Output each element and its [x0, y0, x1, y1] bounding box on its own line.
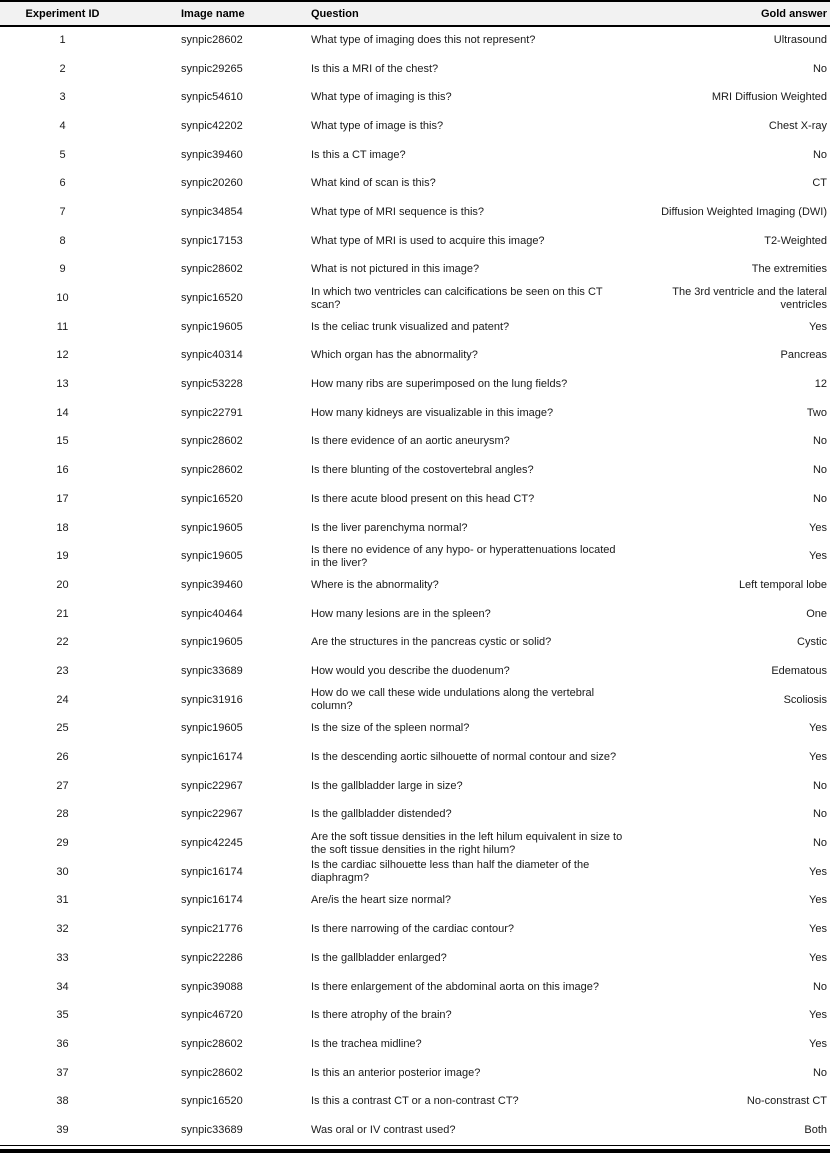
- table-row: [0, 1059, 830, 1088]
- table-row: [0, 715, 830, 744]
- gold-answer-cell: No: [812, 62, 827, 75]
- experiment-id-cell: 17: [56, 492, 69, 505]
- gold-answer-cell: Edematous: [771, 664, 827, 677]
- column-header-experiment-id: Experiment ID: [0, 2, 125, 26]
- table-row: [0, 1087, 830, 1116]
- experiment-id-cell: 12: [56, 349, 69, 362]
- table-row: [0, 628, 830, 657]
- table-row: [0, 227, 830, 256]
- experiment-id-cell: 34: [56, 980, 69, 993]
- experiment-id-cell: 2: [59, 62, 66, 75]
- experiment-id-cell: 1: [59, 34, 66, 47]
- image-name-cell: synpic40464: [181, 607, 243, 620]
- question-cell: Was oral or IV contrast used?: [311, 1123, 456, 1136]
- question-cell: Is there acute blood present on this head CT?: [311, 492, 535, 505]
- image-name-cell: synpic19605: [181, 320, 243, 333]
- experiment-id-cell: 10: [56, 292, 69, 305]
- image-name-cell: synpic16520: [181, 292, 243, 305]
- gold-answer-cell: Two: [806, 406, 827, 419]
- question-cell: Are the soft tissue densities in the left hilum equivalent in size to the soft tissue densities in the right hilum?: [311, 830, 623, 856]
- image-name-cell: synpic28602: [181, 1037, 243, 1050]
- gold-answer-cell: MRI Diffusion Weighted: [711, 91, 827, 104]
- image-name-cell: synpic19605: [181, 722, 243, 735]
- experiment-id-cell: 32: [56, 923, 69, 936]
- gold-answer-cell: No: [812, 837, 827, 850]
- question-cell: Is there atrophy of the brain?: [311, 1009, 452, 1022]
- image-name-cell: synpic21776: [181, 923, 243, 936]
- table-row: [0, 169, 830, 198]
- table-row: [0, 1030, 830, 1059]
- gold-answer-cell: T2-Weighted: [764, 234, 827, 247]
- gold-answer-cell: Yes: [809, 722, 827, 735]
- question-cell: Is this a CT image?: [311, 148, 406, 161]
- table-row: [0, 83, 830, 112]
- table-bottom-bar: [0, 1149, 830, 1153]
- image-name-cell: synpic28602: [181, 34, 243, 47]
- gold-answer-cell: The 3rd ventricle and the lateral ventricles: [672, 285, 827, 311]
- experiment-id-cell: 11: [56, 320, 69, 333]
- experiments-table: [0, 2, 830, 1145]
- experiment-id-cell: 24: [56, 693, 69, 706]
- experiment-id-cell: 20: [56, 578, 69, 591]
- gold-answer-cell: Scoliosis: [783, 693, 827, 706]
- gold-answer-cell: No: [812, 148, 827, 161]
- gold-answer-cell: No-constrast CT: [746, 1095, 827, 1108]
- gold-answer-cell: CT: [812, 177, 827, 190]
- question-cell: What type of MRI sequence is this?: [311, 205, 485, 218]
- question-cell: Is the gallbladder enlarged?: [311, 951, 447, 964]
- gold-answer-cell: Yes: [809, 1037, 827, 1050]
- experiment-id-cell: 36: [56, 1037, 69, 1050]
- gold-answer-cell: No: [812, 980, 827, 993]
- image-name-cell: synpic31916: [181, 693, 243, 706]
- table-row: [0, 112, 830, 141]
- table-row: [0, 858, 830, 887]
- table-row: [0, 313, 830, 342]
- image-name-cell: synpic42202: [181, 119, 243, 132]
- gold-answer-cell: No: [812, 779, 827, 792]
- experiment-id-cell: 7: [59, 205, 66, 218]
- image-name-cell: synpic42245: [181, 837, 243, 850]
- image-name-cell: synpic22791: [181, 406, 243, 419]
- column-header-image-name: Image name: [125, 2, 300, 26]
- experiment-id-cell: 21: [56, 607, 69, 620]
- gold-answer-cell: Yes: [809, 1009, 827, 1022]
- experiment-id-cell: 27: [56, 779, 69, 792]
- table-row: [0, 514, 830, 543]
- question-cell: Is there evidence of an aortic aneurysm?: [311, 435, 510, 448]
- image-name-cell: synpic20260: [181, 177, 243, 190]
- image-name-cell: synpic46720: [181, 1009, 243, 1022]
- question-cell: How do we call these wide undulations along the vertebral column?: [311, 687, 595, 713]
- question-cell: Where is the abnormality?: [311, 578, 439, 591]
- gold-answer-cell: Yes: [809, 320, 827, 333]
- experiment-id-cell: 4: [59, 119, 66, 132]
- image-name-cell: synpic16174: [181, 751, 243, 764]
- table-row: [0, 284, 830, 313]
- question-cell: Is the trachea midline?: [311, 1037, 422, 1050]
- question-cell: How many ribs are superimposed on the lung fields?: [311, 378, 568, 391]
- table-row: [0, 256, 830, 285]
- image-name-cell: synpic16174: [181, 865, 243, 878]
- question-cell: Is the liver parenchyma normal?: [311, 521, 468, 534]
- gold-answer-cell: 12: [814, 378, 827, 391]
- image-name-cell: synpic28602: [181, 263, 243, 276]
- experiment-id-cell: 31: [56, 894, 69, 907]
- image-name-cell: synpic22286: [181, 951, 243, 964]
- gold-answer-cell: Yes: [809, 865, 827, 878]
- experiment-id-cell: 19: [56, 550, 69, 563]
- table-row: [0, 801, 830, 830]
- image-name-cell: synpic33689: [181, 664, 243, 677]
- question-cell: In which two ventricles can calcifications be seen on this CT scan?: [311, 285, 603, 311]
- experiment-id-cell: 25: [56, 722, 69, 735]
- experiment-id-cell: 33: [56, 951, 69, 964]
- table-row: [0, 428, 830, 457]
- question-cell: What kind of scan is this?: [311, 177, 436, 190]
- question-cell: Is this a contrast CT or a non-contrast CT?: [311, 1095, 519, 1108]
- table-row: [0, 600, 830, 629]
- gold-answer-cell: Yes: [809, 751, 827, 764]
- question-cell: How would you describe the duodenum?: [311, 664, 510, 677]
- gold-answer-cell: Both: [804, 1123, 827, 1136]
- table-row: [0, 370, 830, 399]
- image-name-cell: synpic39088: [181, 980, 243, 993]
- experiment-id-cell: 29: [56, 837, 69, 850]
- question-cell: Is the gallbladder large in size?: [311, 779, 463, 792]
- gold-answer-cell: The extremities: [751, 263, 827, 276]
- question-cell: Are the structures in the pancreas cystic or solid?: [311, 636, 552, 649]
- experiment-id-cell: 18: [56, 521, 69, 534]
- question-cell: Is the celiac trunk visualized and patent?: [311, 320, 510, 333]
- gold-answer-cell: No: [812, 464, 827, 477]
- image-name-cell: synpic22967: [181, 808, 243, 821]
- image-name-cell: synpic29265: [181, 62, 243, 75]
- table-row: [0, 743, 830, 772]
- gold-answer-cell: Left temporal lobe: [738, 578, 827, 591]
- header-row: [0, 2, 830, 26]
- table-row: [0, 829, 830, 858]
- image-name-cell: synpic28602: [181, 435, 243, 448]
- table-row: [0, 772, 830, 801]
- image-name-cell: synpic19605: [181, 550, 243, 563]
- gold-answer-cell: Yes: [809, 550, 827, 563]
- question-cell: What type of image is this?: [311, 119, 444, 132]
- image-name-cell: synpic39460: [181, 578, 243, 591]
- table-row: [0, 456, 830, 485]
- experiment-id-cell: 6: [59, 177, 66, 190]
- table-row: [0, 571, 830, 600]
- question-cell: What type of imaging does this not represent?: [311, 34, 536, 47]
- table-body: [0, 26, 830, 1145]
- question-cell: Is there enlargement of the abdominal aorta on this image?: [311, 980, 600, 993]
- gold-answer-cell: Ultrasound: [773, 34, 827, 47]
- experiment-id-cell: 5: [59, 148, 66, 161]
- gold-answer-cell: Chest X-ray: [768, 119, 827, 132]
- image-name-cell: synpic28602: [181, 1066, 243, 1079]
- gold-answer-cell: Cystic: [797, 636, 827, 649]
- table-row: [0, 915, 830, 944]
- image-name-cell: synpic54610: [181, 91, 243, 104]
- table-row: [0, 1116, 830, 1145]
- question-cell: Is there blunting of the costovertebral angles?: [311, 464, 534, 477]
- experiment-id-cell: 16: [56, 464, 69, 477]
- table-row: [0, 342, 830, 371]
- column-header-question: Question: [300, 2, 640, 26]
- gold-answer-cell: No: [812, 435, 827, 448]
- question-cell: Which organ has the abnormality?: [311, 349, 478, 362]
- question-cell: Is the size of the spleen normal?: [311, 722, 470, 735]
- image-name-cell: synpic34854: [181, 205, 243, 218]
- question-cell: Is there no evidence of any hypo- or hyperattenuations located in the liver?: [311, 543, 616, 569]
- table-row: [0, 141, 830, 170]
- table-row: [0, 973, 830, 1002]
- question-cell: How many lesions are in the spleen?: [311, 607, 491, 620]
- experiment-id-cell: 38: [56, 1095, 69, 1108]
- question-cell: What type of MRI is used to acquire this image?: [311, 234, 545, 247]
- table-row: [0, 944, 830, 973]
- table-row: [0, 399, 830, 428]
- experiment-id-cell: 39: [56, 1123, 69, 1136]
- experiment-id-cell: 13: [56, 378, 69, 391]
- experiment-id-cell: 14: [56, 406, 69, 419]
- table-row: [0, 542, 830, 571]
- question-cell: Is the cardiac silhouette less than half the diameter of the diaphragm?: [311, 859, 590, 885]
- image-name-cell: synpic33689: [181, 1123, 243, 1136]
- image-name-cell: synpic16520: [181, 1095, 243, 1108]
- experiment-id-cell: 8: [59, 234, 66, 247]
- gold-answer-cell: No: [812, 808, 827, 821]
- image-name-cell: synpic16520: [181, 492, 243, 505]
- question-cell: How many kidneys are visualizable in this image?: [311, 406, 554, 419]
- experiment-id-cell: 23: [56, 664, 69, 677]
- image-name-cell: synpic40314: [181, 349, 243, 362]
- gold-answer-cell: Diffusion Weighted Imaging (DWI): [661, 205, 827, 218]
- gold-answer-cell: No: [812, 492, 827, 505]
- question-cell: Is this an anterior posterior image?: [311, 1066, 481, 1079]
- question-cell: Is the descending aortic silhouette of normal contour and size?: [311, 751, 617, 764]
- table-row: [0, 1001, 830, 1030]
- image-name-cell: synpic28602: [181, 464, 243, 477]
- column-header-gold-answer: Gold answer: [640, 2, 830, 26]
- question-cell: Is the gallbladder distended?: [311, 808, 452, 821]
- gold-answer-cell: Pancreas: [780, 349, 827, 362]
- experiment-id-cell: 15: [56, 435, 69, 448]
- image-name-cell: synpic19605: [181, 521, 243, 534]
- image-name-cell: synpic17153: [181, 234, 243, 247]
- question-cell: Is this a MRI of the chest?: [311, 62, 439, 75]
- image-name-cell: synpic39460: [181, 148, 243, 161]
- table-row: [0, 55, 830, 84]
- experiment-id-cell: 9: [59, 263, 66, 276]
- experiment-id-cell: 3: [59, 91, 66, 104]
- question-cell: What is not pictured in this image?: [311, 263, 480, 276]
- experiment-id-cell: 37: [56, 1066, 69, 1079]
- table-row: [0, 686, 830, 715]
- table-row: [0, 887, 830, 916]
- experiment-id-cell: 22: [56, 636, 69, 649]
- question-cell: Are/is the heart size normal?: [311, 894, 452, 907]
- table-row: [0, 657, 830, 686]
- table-row: [0, 485, 830, 514]
- table-header: [0, 2, 830, 26]
- gold-answer-cell: Yes: [809, 951, 827, 964]
- question-cell: What type of imaging is this?: [311, 91, 452, 104]
- image-name-cell: synpic22967: [181, 779, 243, 792]
- image-name-cell: synpic53228: [181, 378, 243, 391]
- experiment-id-cell: 35: [56, 1009, 69, 1022]
- image-name-cell: synpic16174: [181, 894, 243, 907]
- question-cell: Is there narrowing of the cardiac contour?: [311, 923, 515, 936]
- gold-answer-cell: No: [812, 1066, 827, 1079]
- gold-answer-cell: Yes: [809, 521, 827, 534]
- gold-answer-cell: One: [806, 607, 827, 620]
- image-name-cell: synpic19605: [181, 636, 243, 649]
- experiment-id-cell: 30: [56, 865, 69, 878]
- gold-answer-cell: Yes: [809, 894, 827, 907]
- table-row: [0, 198, 830, 227]
- gold-answer-cell: Yes: [809, 923, 827, 936]
- experiment-id-cell: 28: [56, 808, 69, 821]
- experiment-id-cell: 26: [56, 751, 69, 764]
- table-row: [0, 26, 830, 55]
